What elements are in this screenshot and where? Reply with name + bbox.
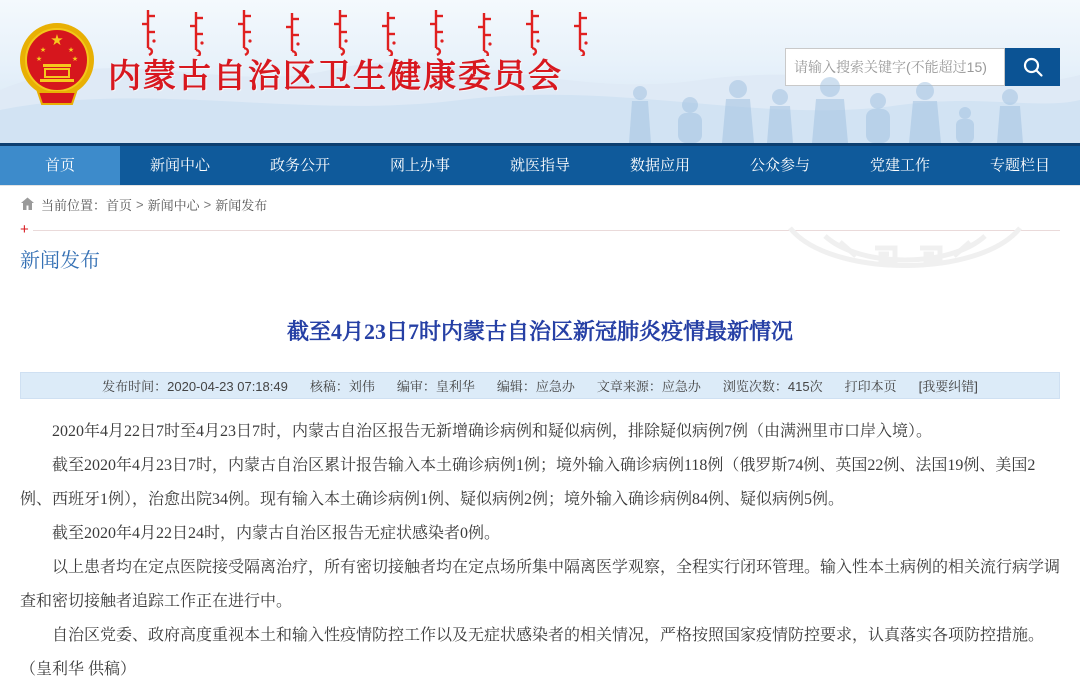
editor: 编辑：应急办 [496, 379, 575, 394]
nav-item-special-topics[interactable]: 专题栏目 [989, 157, 1050, 174]
publish-time: 发布时间：2020-04-23 07:18:49 [102, 379, 288, 394]
section-title: 新闻发布 [20, 250, 100, 272]
print-page-link[interactable]: 打印本页 [844, 379, 897, 394]
error-correction-link[interactable]: [我要纠错] [918, 379, 978, 394]
site-title: 内蒙古自治区卫生健康委员会 [108, 57, 563, 94]
people-silhouettes [620, 71, 1040, 143]
nav-item-medical-guide[interactable]: 就医指导 [509, 157, 570, 174]
breadcrumb [0, 185, 1080, 222]
reviewer: 核稿：刘伟 [309, 379, 375, 394]
section-divider [20, 222, 1060, 238]
nav-item-party-building[interactable]: 党建工作 [869, 157, 930, 174]
svg-text:★: ★ [67, 47, 75, 54]
article-paragraph: 2020年4月22日7时至4月23日7时，内蒙古自治区报告无新增确诊病例和疑似病例，排除疑似病例7例（由满洲里市口岸入境）。 [52, 423, 933, 440]
breadcrumb-current: 新闻发布 [215, 197, 268, 213]
home-icon [20, 197, 35, 211]
article-paragraph: 截至2020年4月23日7时，内蒙古自治区累计报告输入本土确诊病例1例；境外输入确诊病例118例（俄罗斯74例、英国22例、法国19例、美国2例、西班牙1例），治愈出院34例。现有输入本土确诊病例1例、疑似病例2例；境外输入确诊病例84例、疑似病例5例。 [20, 457, 1036, 508]
nav-item-online-services[interactable]: 网上办事 [389, 157, 450, 174]
article [20, 315, 1060, 685]
article-title: 截至4月23日7时内蒙古自治区新冠肺炎疫情最新情况 [286, 319, 793, 344]
breadcrumb-news-center-link[interactable]: 新闻中心 [147, 197, 200, 213]
section-header [20, 222, 1060, 273]
plus-icon: + [20, 221, 29, 238]
view-count: 浏览次数：415次 [722, 379, 823, 394]
editor-review: 编审：皇利华 [396, 379, 475, 394]
nav-item-data-apps[interactable]: 数据应用 [629, 157, 690, 174]
article-paragraph: 截至2020年4月22日24时，内蒙古自治区报告无症状感染者0例。 [52, 525, 501, 542]
svg-text:★: ★ [39, 47, 47, 54]
mongolian-script [140, 8, 610, 56]
national-emblem-logo [18, 20, 96, 106]
nav-item-gov-affairs[interactable]: 政务公开 [269, 157, 330, 174]
article-source: 文章来源：应急办 [596, 379, 701, 394]
site-header [0, 0, 1080, 143]
article-paragraph: 以上患者均在定点医院接受隔离治疗，所有密切接触者均在定点场所集中隔离医学观察，全程实行闭环管理。输入性本土病例的相关流行病学调查和密切接触者追踪工作正在进行中。 [20, 559, 1061, 610]
article-meta-bar [20, 372, 1060, 399]
svg-text:★: ★ [71, 56, 79, 63]
breadcrumb-prefix: 当前位置： [41, 197, 107, 213]
breadcrumb-separator: > [203, 196, 212, 212]
breadcrumb-separator: > [136, 196, 144, 212]
nav-item-public-participation[interactable]: 公众参与 [749, 157, 810, 174]
article-body [20, 415, 1060, 685]
nav-item-news-center[interactable]: 新闻中心 [149, 157, 210, 174]
breadcrumb-home-link[interactable]: 首页 [106, 197, 133, 213]
svg-text:★: ★ [35, 56, 43, 63]
nav-item-home[interactable]: 首页 [0, 146, 120, 185]
main-nav [0, 143, 1080, 185]
article-paragraph: 自治区党委、政府高度重视本土和输入性疫情防控工作以及无症状感染者的相关情况，严格按照国家疫情防控要求，认真落实各项防控措施。（皇利华 供稿） [20, 627, 1045, 678]
svg-text:★: ★ [50, 32, 64, 49]
